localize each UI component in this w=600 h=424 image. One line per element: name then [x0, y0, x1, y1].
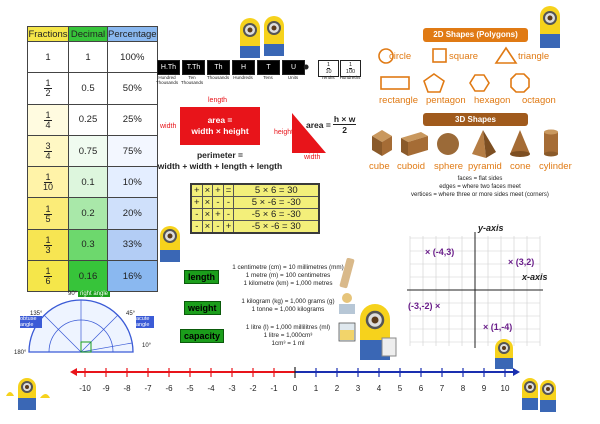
rectangle-icon: [381, 77, 409, 89]
number-label: -10: [79, 384, 91, 393]
obtuse-angle-label: obtuse angle: [20, 316, 42, 328]
number-label: 6: [418, 384, 424, 393]
shape-label: rectangle: [379, 95, 419, 106]
length-label: length: [208, 97, 228, 104]
percent-cell: 20%: [108, 198, 158, 229]
scale-icon: [339, 293, 355, 314]
minion-illustration: [4, 374, 54, 414]
shape-label: circle: [389, 51, 412, 62]
weight-facts: 1 kilogram (kg) = 1,000 grams (g) 1 tonne = 1,000 kilograms: [241, 298, 335, 313]
height-label: height: [274, 129, 294, 136]
number-label: 4: [376, 384, 382, 393]
number-label: -3: [228, 384, 236, 393]
decimal-cell: 1: [69, 42, 108, 73]
place-label: Ten Thousands: [180, 75, 204, 85]
perimeter-formula: perimeter = width + width + length + length: [157, 150, 283, 171]
table-row: - × - + -5 × -6 = 30: [191, 221, 319, 234]
y-axis-label: y-axis: [478, 223, 504, 233]
cylinder-icon: [544, 130, 558, 157]
cuboid-icon: [401, 132, 428, 156]
shape-3d-label: pyramid: [468, 161, 502, 172]
cube-icon: [372, 130, 392, 156]
angle-label: 180°: [14, 350, 27, 356]
fraction-table: [27, 26, 158, 292]
place-box: T: [257, 60, 280, 75]
percent-cell: 50%: [108, 73, 158, 104]
minion-illustration: [232, 12, 292, 62]
hexagon-icon: [470, 75, 489, 91]
edges-definition: edges = where two faces meet: [439, 184, 521, 190]
place-label: Hundreths: [339, 75, 361, 80]
minion-illustration: [536, 2, 564, 50]
shape-label: hexagon: [474, 95, 511, 106]
percent-cell: 10%: [108, 167, 158, 198]
number-label: 0: [292, 384, 298, 393]
place-box: U: [282, 60, 305, 75]
angle-label: 135°: [30, 311, 43, 317]
table-row: [28, 73, 158, 104]
decimal-cell: 0.25: [69, 104, 108, 135]
decimal-cell: 0.75: [69, 135, 108, 166]
tenths-box: 1 10: [318, 60, 339, 77]
angle-label: 90°: [68, 291, 78, 297]
decimal-cell: 0.16: [69, 261, 108, 292]
faces-definition: faces = flat sides: [457, 176, 503, 182]
decimal-cell: 0.5: [69, 73, 108, 104]
percent-cell: 25%: [108, 104, 158, 135]
shape-3d-label: cone: [510, 161, 531, 172]
decimal-point: •: [303, 57, 310, 77]
number-label: -6: [165, 384, 173, 393]
number-label: 1: [313, 384, 319, 393]
angle-label: 10°: [142, 343, 152, 349]
decimal-cell: 0.2: [69, 198, 108, 229]
triangle-icon: [496, 48, 516, 63]
table-row: [28, 229, 158, 260]
jug-icon: [339, 323, 355, 341]
place-box: H: [232, 60, 255, 75]
capacity-tag: capacity: [180, 329, 224, 343]
fraction-cell: $\frac{1}{5}$: [28, 198, 69, 229]
number-label: -7: [144, 384, 152, 393]
place-box: T.Th: [182, 60, 205, 75]
point-label: × (-4,3): [425, 247, 455, 257]
ruler-icon: [339, 258, 354, 289]
acute-angle-label: acute angle: [136, 316, 154, 328]
vertices-definition: vertices = where three or more sides meet (corners): [411, 192, 549, 198]
triangle-width-label: width: [304, 154, 321, 161]
fraction-cell: $\frac{1}{2}$: [28, 73, 69, 104]
weight-tag: weight: [184, 301, 221, 315]
place-label: Tens: [263, 75, 273, 80]
place-label: Thousands: [206, 75, 230, 80]
fraction-cell: $\frac{1}{3}$: [28, 229, 69, 260]
shape-3d-label: sphere: [434, 161, 464, 172]
number-label: 9: [481, 384, 487, 393]
decimal-cell: 0.1: [69, 167, 108, 198]
hundredths-box: 1 100: [340, 60, 361, 77]
right-angle-label: right angle: [80, 291, 109, 297]
place-label: Hundred Thousands: [155, 75, 179, 85]
decimal-cell: 0.3: [69, 229, 108, 260]
header-percentage: Percentage: [108, 28, 157, 40]
shape-3d-label: cylinder: [539, 161, 572, 172]
fraction-cell: $\frac{1}{10}$: [28, 167, 69, 198]
place-label: Units: [287, 75, 299, 80]
table-row: [28, 261, 158, 292]
square-icon: [433, 49, 446, 62]
minion-illustration: [518, 374, 560, 414]
pentagon-icon: [424, 74, 444, 92]
area-rectangle: area = width × height: [180, 107, 260, 145]
fraction-cell: 1: [28, 42, 69, 73]
number-label: 2: [334, 384, 340, 393]
minion-illustration: [156, 222, 184, 264]
triangle-area-formula: area = $\frac{h \times w}{2}$: [306, 114, 356, 135]
shapes-3d-title: 3D Shapes: [423, 113, 528, 126]
pyramid-icon: [472, 130, 496, 158]
number-label: -5: [186, 384, 194, 393]
place-label: Hundreds: [233, 75, 253, 80]
table-row: + × - - 5 × -6 = -30: [191, 197, 319, 209]
length-facts: 1 centimetre (cm) = 10 millimetres (mm) 1 metre (m) = 100 centimetres 1 kilometre (km) = 1,000 metres: [232, 264, 344, 287]
number-label: -2: [249, 384, 257, 393]
point-label: (-3,-2) ×: [408, 301, 441, 311]
shape-label: octagon: [522, 95, 556, 106]
length-tag: length: [184, 270, 219, 284]
number-label: 5: [397, 384, 403, 393]
minion-illustration: [492, 336, 516, 370]
sign-rules-table: [190, 183, 320, 234]
angle-label: 45°: [126, 311, 136, 317]
number-label: -4: [207, 384, 215, 393]
number-label: -9: [102, 384, 110, 393]
fraction-cell: $\frac{3}{4}$: [28, 135, 69, 166]
shape-3d-label: cube: [369, 161, 390, 172]
number-label: 8: [460, 384, 466, 393]
number-label: 3: [355, 384, 361, 393]
place-box: Th: [207, 60, 230, 75]
point-label: × (3,2): [508, 257, 535, 267]
fraction-cell: $\frac{1}{6}$: [28, 261, 69, 292]
shapes-2d-title: 2D Shapes (Polygons): [423, 28, 528, 42]
shape-label: pentagon: [426, 95, 466, 106]
table-row: - × + - -5 × 6 = -30: [191, 209, 319, 221]
number-label: 10: [500, 384, 510, 393]
table-row: [28, 198, 158, 229]
number-label: -8: [123, 384, 131, 393]
table-row: + × + = 5 × 6 = 30: [191, 184, 319, 197]
shape-label: triangle: [518, 51, 550, 62]
percent-cell: 100%: [108, 42, 158, 73]
table-row: [28, 135, 158, 166]
table-row: [28, 104, 158, 135]
number-line: [70, 364, 520, 384]
header-fractions: Fractions: [28, 28, 68, 40]
percent-cell: 16%: [108, 261, 158, 292]
fraction-cell: $\frac{1}{4}$: [28, 104, 69, 135]
table-row: [28, 42, 158, 73]
shapes-3d-icons: [368, 128, 583, 160]
place-label: Tenths: [321, 75, 335, 80]
place-box: H.Th: [157, 60, 180, 75]
x-axis-label: x-axis: [522, 272, 548, 282]
octagon-icon: [511, 74, 529, 92]
shape-3d-label: cuboid: [397, 161, 425, 172]
number-label: -1: [270, 384, 278, 393]
cone-icon: [510, 130, 530, 157]
number-label: 7: [439, 384, 445, 393]
percent-cell: 75%: [108, 135, 158, 166]
table-row: [28, 167, 158, 198]
minion-illustration: [354, 300, 400, 364]
sphere-icon: [437, 133, 459, 155]
shape-label: square: [449, 51, 479, 62]
point-label: × (1,-4): [483, 322, 513, 332]
percent-cell: 33%: [108, 229, 158, 260]
capacity-facts: 1 litre (l) = 1,000 millilitres (ml) 1 litre = 1,000cm³ 1cm³ = 1 ml: [245, 324, 331, 347]
width-label: width: [160, 123, 177, 130]
header-decimal: Decimal: [69, 27, 108, 42]
